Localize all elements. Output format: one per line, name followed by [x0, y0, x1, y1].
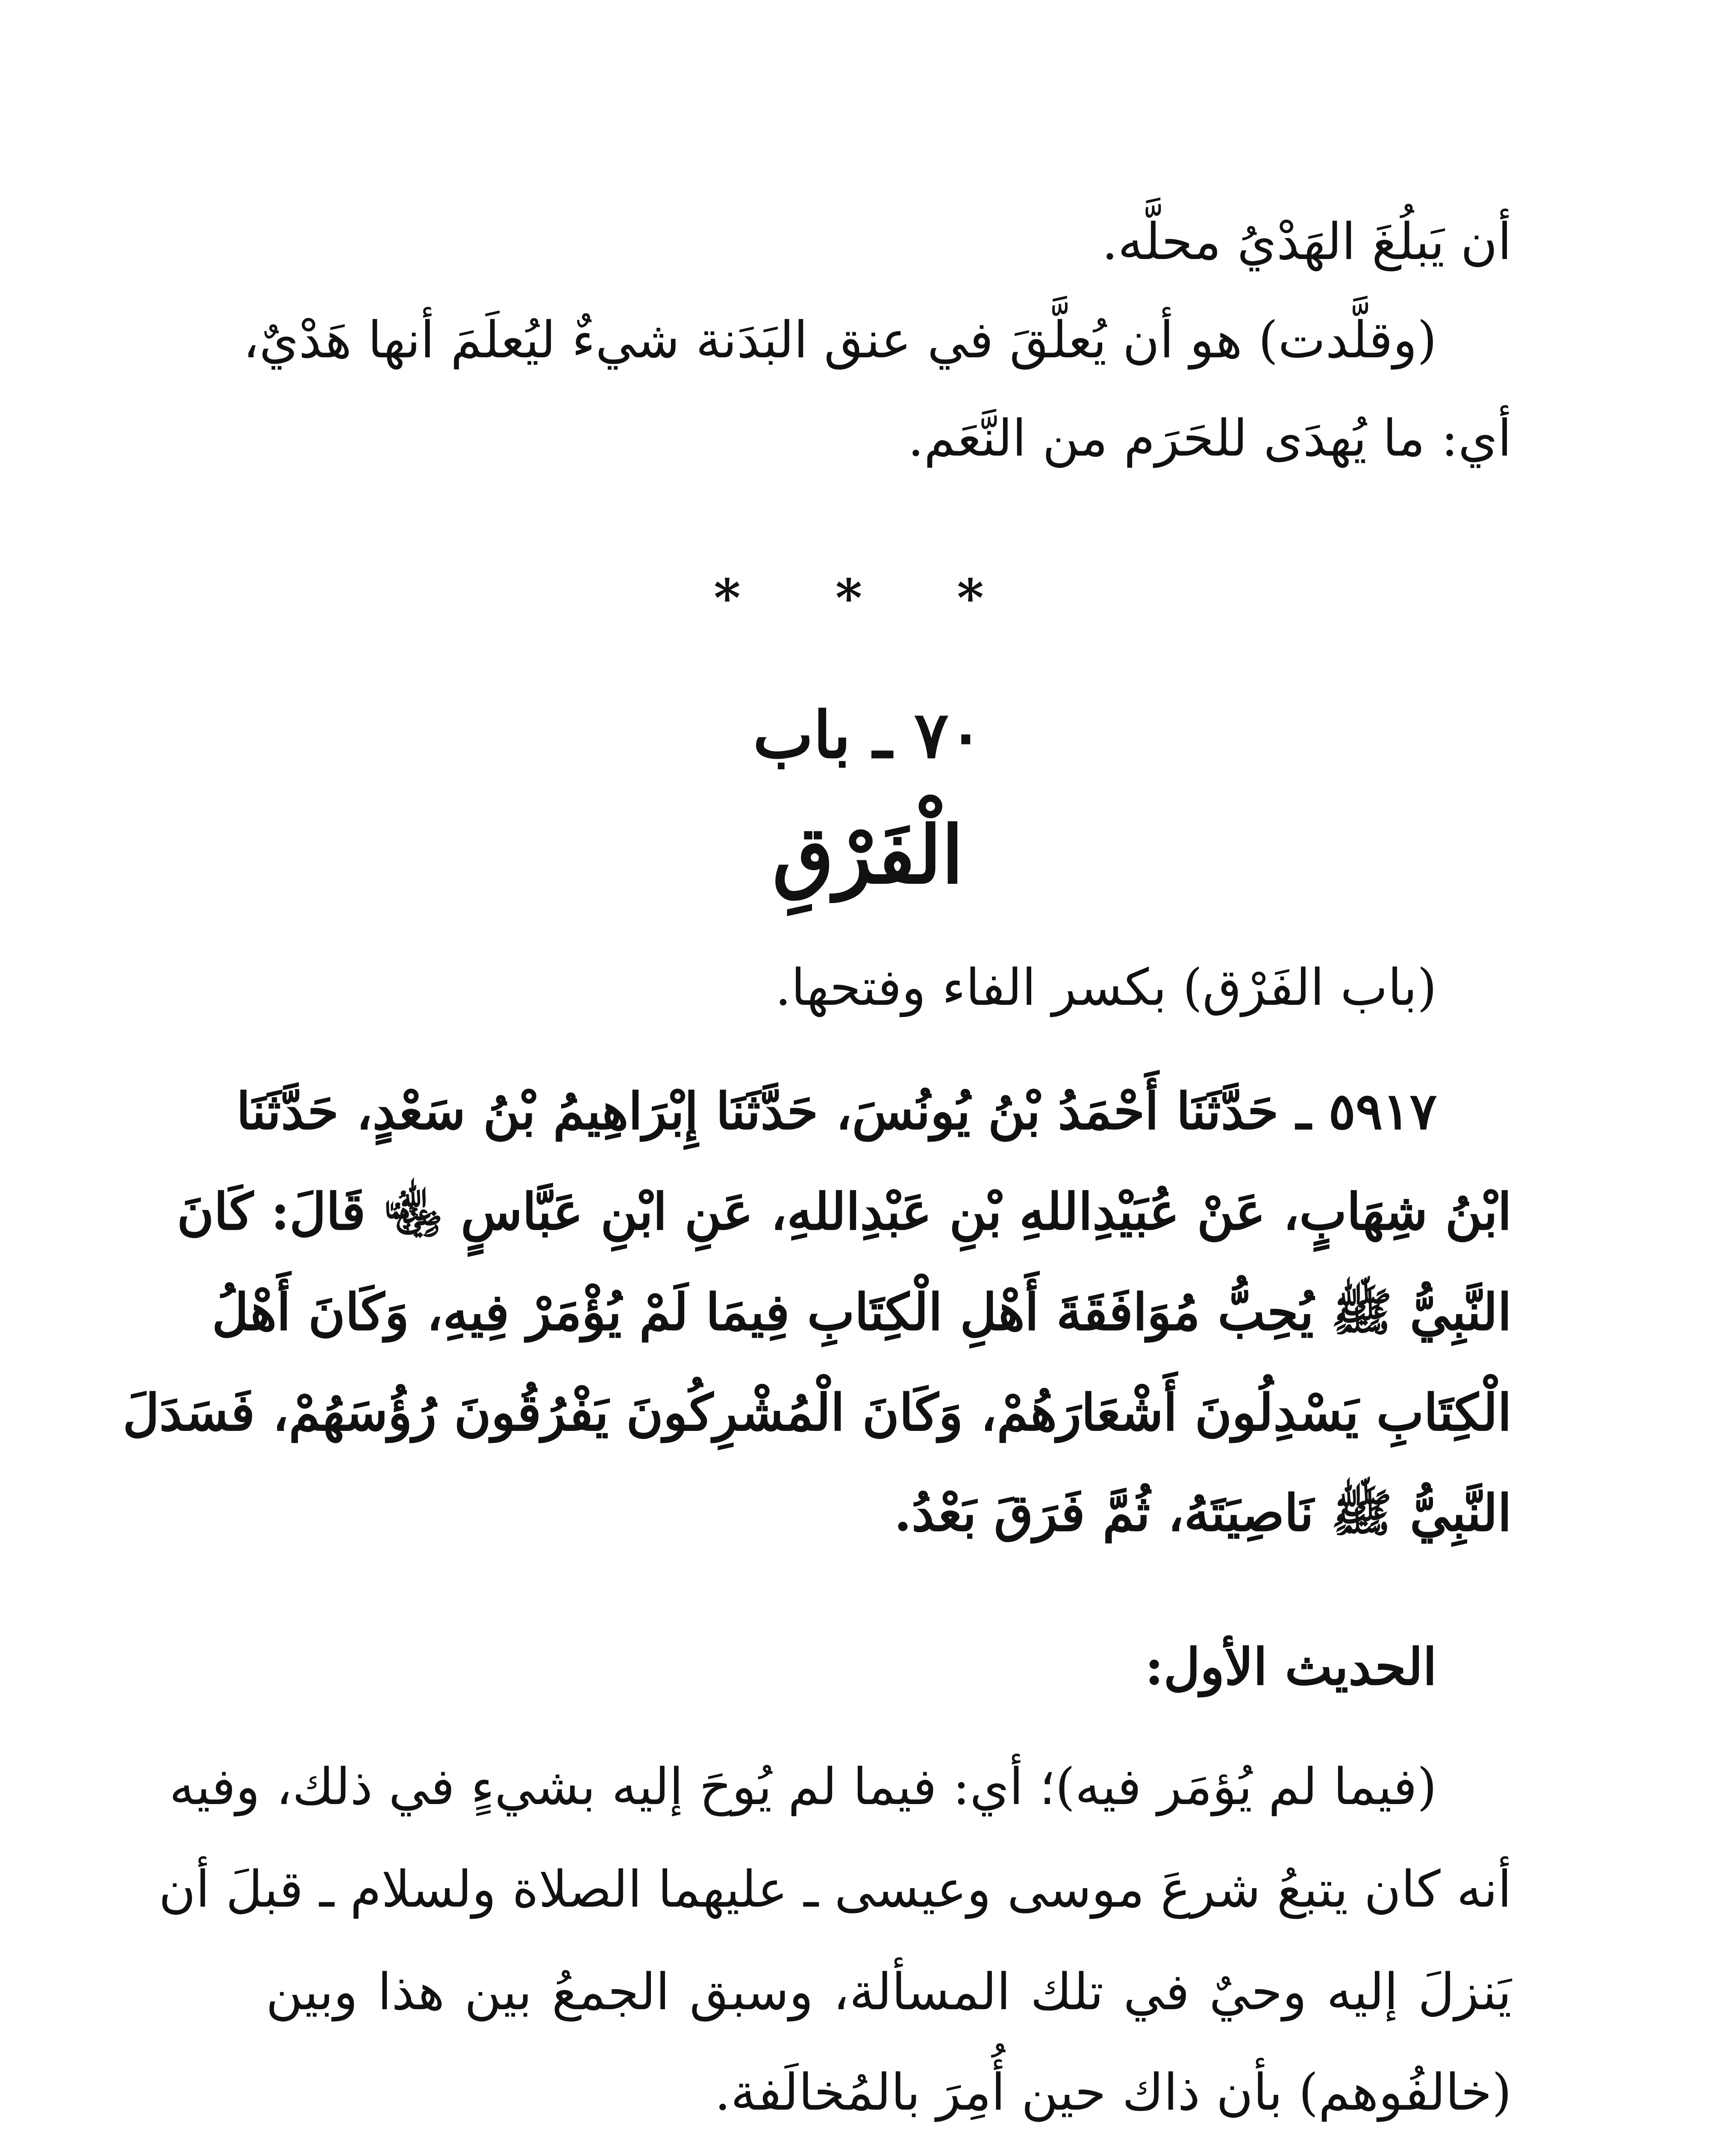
hadith-line-2: ابْنُ شِهَابٍ، عَنْ عُبَيْدِاللهِ بْنِ عَبْدِاللهِ، عَنِ ابْنِ عَبَّاسٍ ﵄ قَالَ: كَانَ: [177, 1182, 1512, 1241]
chapter-title: الْفَرْقِ: [772, 808, 964, 901]
text-line-top-1: أن يَبلُغَ الهَدْيُ محلَّه.: [1102, 212, 1512, 271]
chapter-number: ٧٠ ـ باب: [753, 698, 983, 773]
hadith-line-3: النَّبِيُّ ﷺ يُحِبُّ مُوَافَقَةَ أَهْلِ الْكِتَابِ فِيمَا لَمْ يُؤْمَرْ فِيهِ، وَكَانَ أَهْلُ: [212, 1282, 1512, 1342]
hadith-line-4: الْكِتَابِ يَسْدِلُونَ أَشْعَارَهُمْ، وَكَانَ الْمُشْرِكُونَ يَفْرُقُونَ رُؤُسَهُمْ، فَسَدَلَ: [123, 1383, 1512, 1442]
commentary-line-2: أنه كان يتبعُ شرعَ موسى وعيسى ـ عليهما الصلاة ولسلام ـ قبلَ أن: [159, 1860, 1512, 1919]
commentary-line-3: يَنزلَ إليه وحيٌ في تلك المسألة، وسبق الجمعُ بين هذا وبين: [266, 1962, 1512, 2021]
text-line-top-2: (وقلَّدت) هو أن يُعلَّقَ في عنق البَدَنة شيءٌ ليُعلَمَ أنها هَدْيٌ،: [243, 310, 1437, 369]
hadith-line-1: ٥٩١٧ ـ حَدَّثَنَا أَحْمَدُ بْنُ يُونُسَ، حَدَّثَنَا إِبْرَاهِيمُ بْنُ سَعْدٍ، حَدَّثَنَا: [236, 1081, 1437, 1141]
commentary-line-4: (خالفُوهم) بأن ذاك حين أُمِرَ بالمُخالَفة.: [715, 2063, 1512, 2122]
subheading: الحديث الأول:: [1145, 1637, 1437, 1696]
section-separator: * * *: [714, 568, 1022, 628]
commentary-line-1: (فيما لم يُؤمَر فيه)؛ أي: فيما لم يُوحَ إليه بشيءٍ في ذلك، وفيه: [169, 1757, 1437, 1816]
text-line-top-3: أي: ما يُهدَى للحَرَم من النَّعَم.: [908, 409, 1512, 468]
hadith-line-5: النَّبِيُّ ﷺ نَاصِيَتَهُ، ثُمَّ فَرَقَ بَعْدُ.: [894, 1483, 1512, 1542]
bab-note: (باب الفَرْق) بكسر الفاء وفتحها.: [775, 958, 1437, 1017]
